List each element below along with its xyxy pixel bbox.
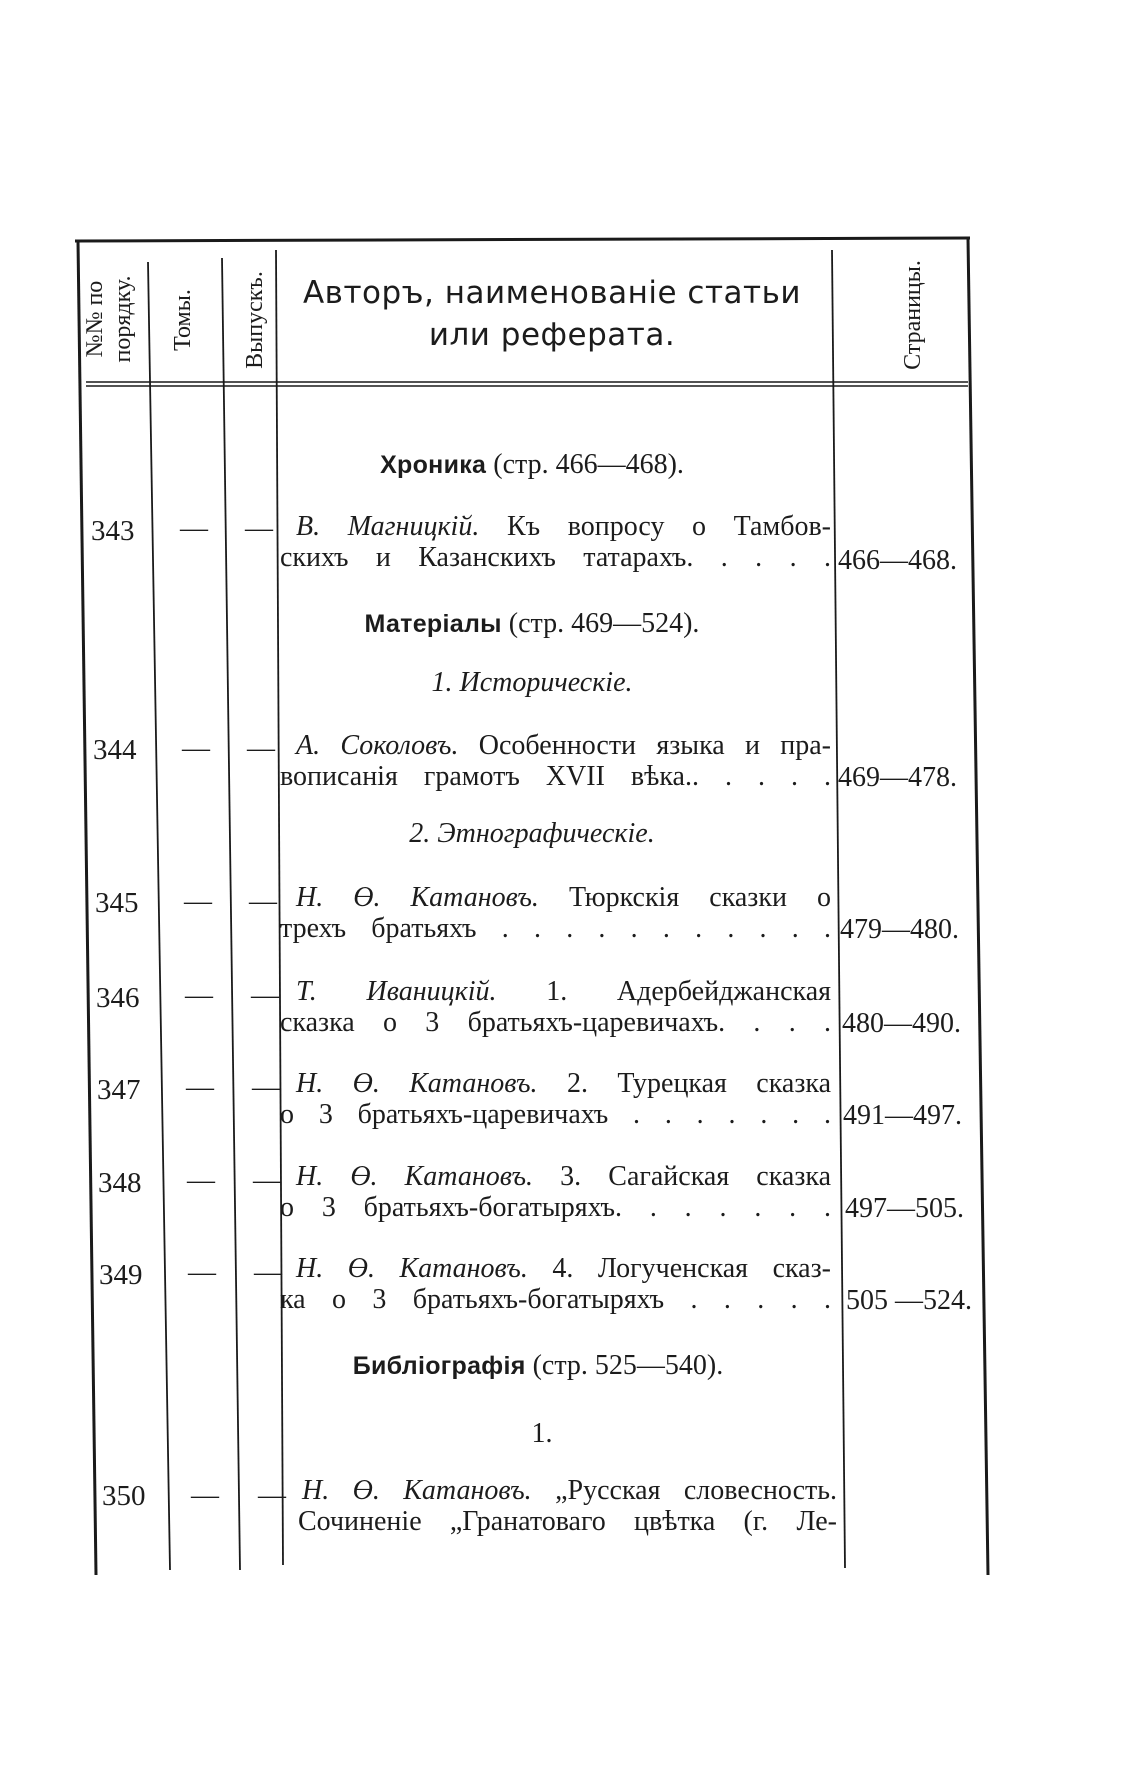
row-number: 350: [102, 1480, 146, 1512]
row-volume: —: [184, 886, 212, 917]
section-materials: Матеріалы (стр. 469—524).: [364, 608, 700, 639]
row-volume: —: [187, 1165, 215, 1196]
row-volume: —: [186, 1072, 214, 1103]
row-volume: —: [191, 1480, 219, 1511]
section-bibliography: Библіографія (стр. 525—540).: [352, 1350, 724, 1381]
table-row-entry: Т. Иваницкій. 1. Адербейджанская сказка о 3 братьяхъ-царевичахъ. . . .: [280, 976, 831, 1038]
row-number: 349: [99, 1259, 143, 1291]
row-pages: 469—478.: [838, 762, 957, 793]
row-issue: —: [258, 1480, 286, 1511]
row-number: 346: [96, 982, 140, 1014]
row-volume: —: [180, 513, 208, 544]
row-issue: —: [254, 1257, 282, 1288]
row-number: 347: [97, 1074, 141, 1106]
header-volumes-column: Томы.: [170, 289, 196, 351]
row-number: 343: [91, 515, 135, 547]
table-row-entry: Н. Ө. Катановъ. 4. Логученская сказ- ка о 3 братьяхъ-богатыряхъ . . . . .: [280, 1253, 831, 1315]
table-row-entry: А. Соколовъ. Особенности языка и пра- вописанія грамотъ XVII вѣка.. . . . .: [280, 730, 831, 792]
row-pages: 466—468.: [838, 545, 957, 576]
table-row-entry: Н. Ө. Катановъ. „Русская словесность. Сочиненіе „Гранатоваго цвѣтка (г. Ле-: [298, 1475, 838, 1537]
row-number: 344: [93, 734, 137, 766]
header-title-column: Авторъ, наименованіе статьи или реферата.: [302, 275, 802, 353]
row-issue: —: [252, 1072, 280, 1103]
table-row-entry: Н. Ө. Катановъ. 2. Турецкая сказка о 3 братьяхъ-царевичахъ . . . . . . .: [280, 1068, 831, 1130]
subsection-historical: 1. Историческіе.: [431, 667, 633, 698]
row-pages: 479—480.: [840, 914, 959, 945]
row-issue: —: [245, 513, 273, 544]
row-issue: —: [249, 886, 277, 917]
row-volume: —: [185, 980, 213, 1011]
row-issue: —: [247, 733, 275, 764]
row-pages: 491—497.: [843, 1100, 962, 1131]
row-volume: —: [188, 1257, 216, 1288]
header-number-column: №№ по порядку.: [82, 275, 136, 363]
row-pages: 505 —524.: [846, 1285, 972, 1316]
table-row-entry: В. Магницкій. Къ вопросу о Тамбов- скихъ и Казанскихъ татарахъ. . . . .: [280, 511, 831, 573]
table-row-entry: Н. Ө. Катановъ. Тюркскія сказки о трехъ братьяхъ . . . . . . . . . . .: [280, 882, 832, 944]
table-row-entry: Н. Ө. Катановъ. 3. Сагайская сказка о 3 братьяхъ-богатыряхъ. . . . . . .: [280, 1161, 832, 1223]
section-chronicle: Хроника (стр. 466—468).: [380, 449, 684, 480]
header-issues-column: Выпускъ.: [242, 271, 268, 369]
subsection-ethnographic: 2. Этнографическіе.: [409, 818, 655, 849]
row-issue: —: [253, 1165, 281, 1196]
row-volume: —: [182, 733, 210, 764]
row-issue: —: [251, 980, 279, 1011]
row-pages: 497—505.: [845, 1193, 964, 1224]
row-number: 345: [95, 887, 139, 919]
header-pages-column: Страницы.: [900, 260, 926, 370]
row-number: 348: [98, 1167, 142, 1199]
row-pages: 480—490.: [842, 1008, 961, 1039]
subsection-bibliography-1: 1.: [531, 1418, 553, 1449]
